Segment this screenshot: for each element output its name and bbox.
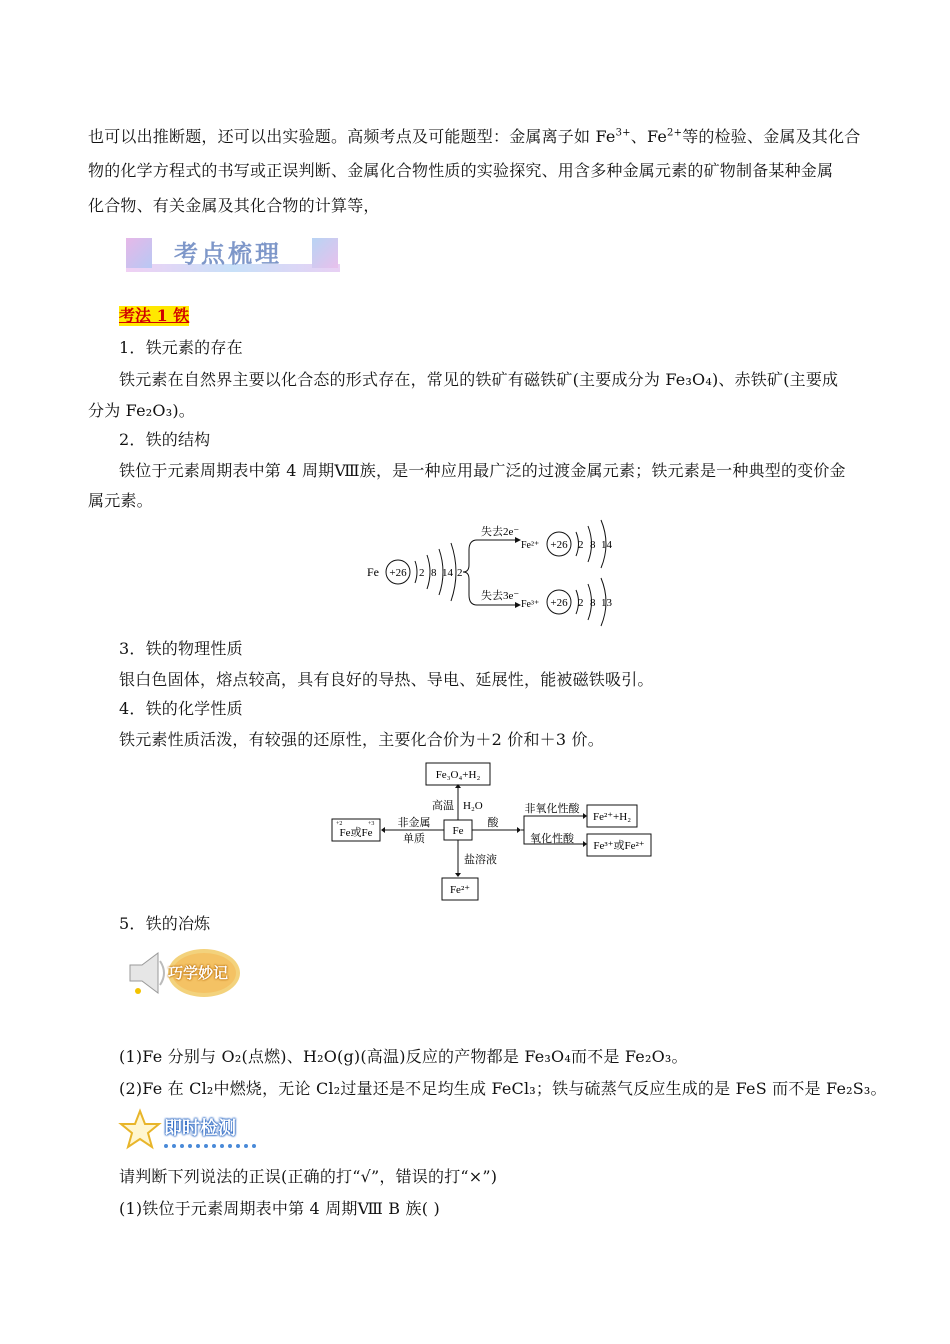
left-label-1: 非金属 xyxy=(397,817,431,829)
left-product-box: Fe或Fe xyxy=(339,827,373,839)
intro-line-2: 物的化学方程式的书写或正误判断、金属化合物性质的实验探究、用含多种金属元素的矿物制备某种金属 xyxy=(88,161,834,180)
intro-line-3: 化合物、有关金属及其化合物的计算等， xyxy=(88,196,380,215)
tip-2: (2)Fe 在 Cl₂中燃烧，无论 Cl₂过量还是不足均生成 FeCl₃；铁与硫蒸气反应生成的是 FeS 而不是 Fe₂S₃。 xyxy=(119,1079,887,1098)
check-instruction: 请判断下列说法的正误(正确的打“√”，错误的打“×”) xyxy=(119,1167,498,1186)
left-sup-3: +3 xyxy=(368,821,375,827)
s2-line-1: 铁位于元素周期表中第 4 周期Ⅷ族，是一种应用最广泛的过渡金属元素；铁元素是一种典型的变价金 xyxy=(119,461,846,480)
check-question-1: (1)铁位于元素周期表中第 4 周期Ⅷ B 族( ) xyxy=(119,1199,440,1218)
lose-2e-label: 失去2e⁻ xyxy=(481,526,520,538)
lose-3e-label: 失去3e⁻ xyxy=(481,590,520,602)
fe3-shell-1: 2 xyxy=(578,597,584,609)
s3-line-1: 银白色固体，熔点较高，具有良好的导热、导电、延展性，能被磁铁吸引。 xyxy=(119,670,654,689)
branch2-product-box: Fe³⁺或Fe²⁺ xyxy=(593,840,645,852)
section-banner xyxy=(126,236,342,276)
s4-line-1: 铁元素性质活泼，有较强的还原性，主要化合价为＋2 价和＋3 价。 xyxy=(119,730,604,749)
tip-badge-label: 巧学妙记 xyxy=(168,964,229,982)
fe2-shell-1: 2 xyxy=(578,539,584,551)
check-badge-label: 即时检测 xyxy=(164,1118,236,1139)
fe2-shell-2: 8 xyxy=(590,539,596,551)
fe-nucleus: +26 xyxy=(389,567,407,579)
left-sup-2: +2 xyxy=(336,821,343,827)
check-badge xyxy=(118,1108,268,1154)
s1-line-1: 铁元素在自然界主要以化合态的形式存在，常见的铁矿有磁铁矿(主要成分为 Fe₃O₄)、赤铁矿(主要成 xyxy=(119,370,839,389)
fe-shell-1: 2 xyxy=(419,567,425,579)
oxidizing-acid-label: 氧化性酸 xyxy=(530,833,574,845)
fe-shell-2: 8 xyxy=(431,567,437,579)
top-reagent-label: H₂O xyxy=(463,800,483,812)
fe-shell-4: 2 xyxy=(457,567,463,579)
acid-label: 酸 xyxy=(487,817,499,829)
down-product-box: Fe²⁺ xyxy=(449,884,471,896)
s3-heading: 3．铁的物理性质 xyxy=(119,639,243,658)
fe2-shell-3: 14 xyxy=(601,539,612,551)
fe-symbol: Fe xyxy=(367,565,379,579)
salt-solution-label: 盐溶液 xyxy=(464,854,497,866)
branch1-product-box: Fe²⁺+H₂ xyxy=(592,811,632,823)
left-label-2: 单质 xyxy=(403,833,425,845)
s4-heading: 4．铁的化学性质 xyxy=(119,699,243,718)
intro-line-1: 也可以出推断题，还可以出实验题。高频考点及可能题型：金属离子如 $Fe^{3+}$、$Fe^{2+}$等的检验、金属及其化合 xyxy=(88,127,861,146)
iron-reaction-diagram xyxy=(328,758,658,903)
tip-badge xyxy=(120,945,240,1001)
fe-shell-3: 14 xyxy=(442,567,453,579)
s1-line-2: 分为 Fe₂O₃)。 xyxy=(88,401,195,420)
top-product-box: Fe₃O₄+H₂ xyxy=(435,769,481,781)
fe3-shell-3: 13 xyxy=(601,597,612,609)
s2-heading: 2．铁的结构 xyxy=(119,430,211,449)
fe3-symbol: Fe³⁺ xyxy=(521,599,540,610)
top-condition-label: 高温 xyxy=(432,800,454,812)
fe3-nucleus: +26 xyxy=(550,597,568,609)
s1-heading: 1．铁元素的存在 xyxy=(119,338,243,357)
fe2-symbol: Fe²⁺ xyxy=(521,540,540,551)
center-fe: Fe xyxy=(452,825,464,837)
non-oxidizing-acid-label: 非氧化性酸 xyxy=(524,803,580,815)
s5-heading: 5．铁的冶炼 xyxy=(119,914,211,933)
method-label: 考法 1 铁 xyxy=(119,306,190,325)
section-banner-title: 考点梳理 xyxy=(174,240,282,268)
tip-1: (1)Fe 分别与 O₂(点燃)、H₂O(g)(高温)反应的产物都是 Fe₃O₄而不是 Fe₂O₃。 xyxy=(119,1047,688,1066)
fe2-nucleus: +26 xyxy=(550,539,568,551)
fe3-shell-2: 8 xyxy=(590,597,596,609)
electron-shell-diagram xyxy=(365,515,625,635)
s2-line-2: 属元素。 xyxy=(88,491,153,510)
